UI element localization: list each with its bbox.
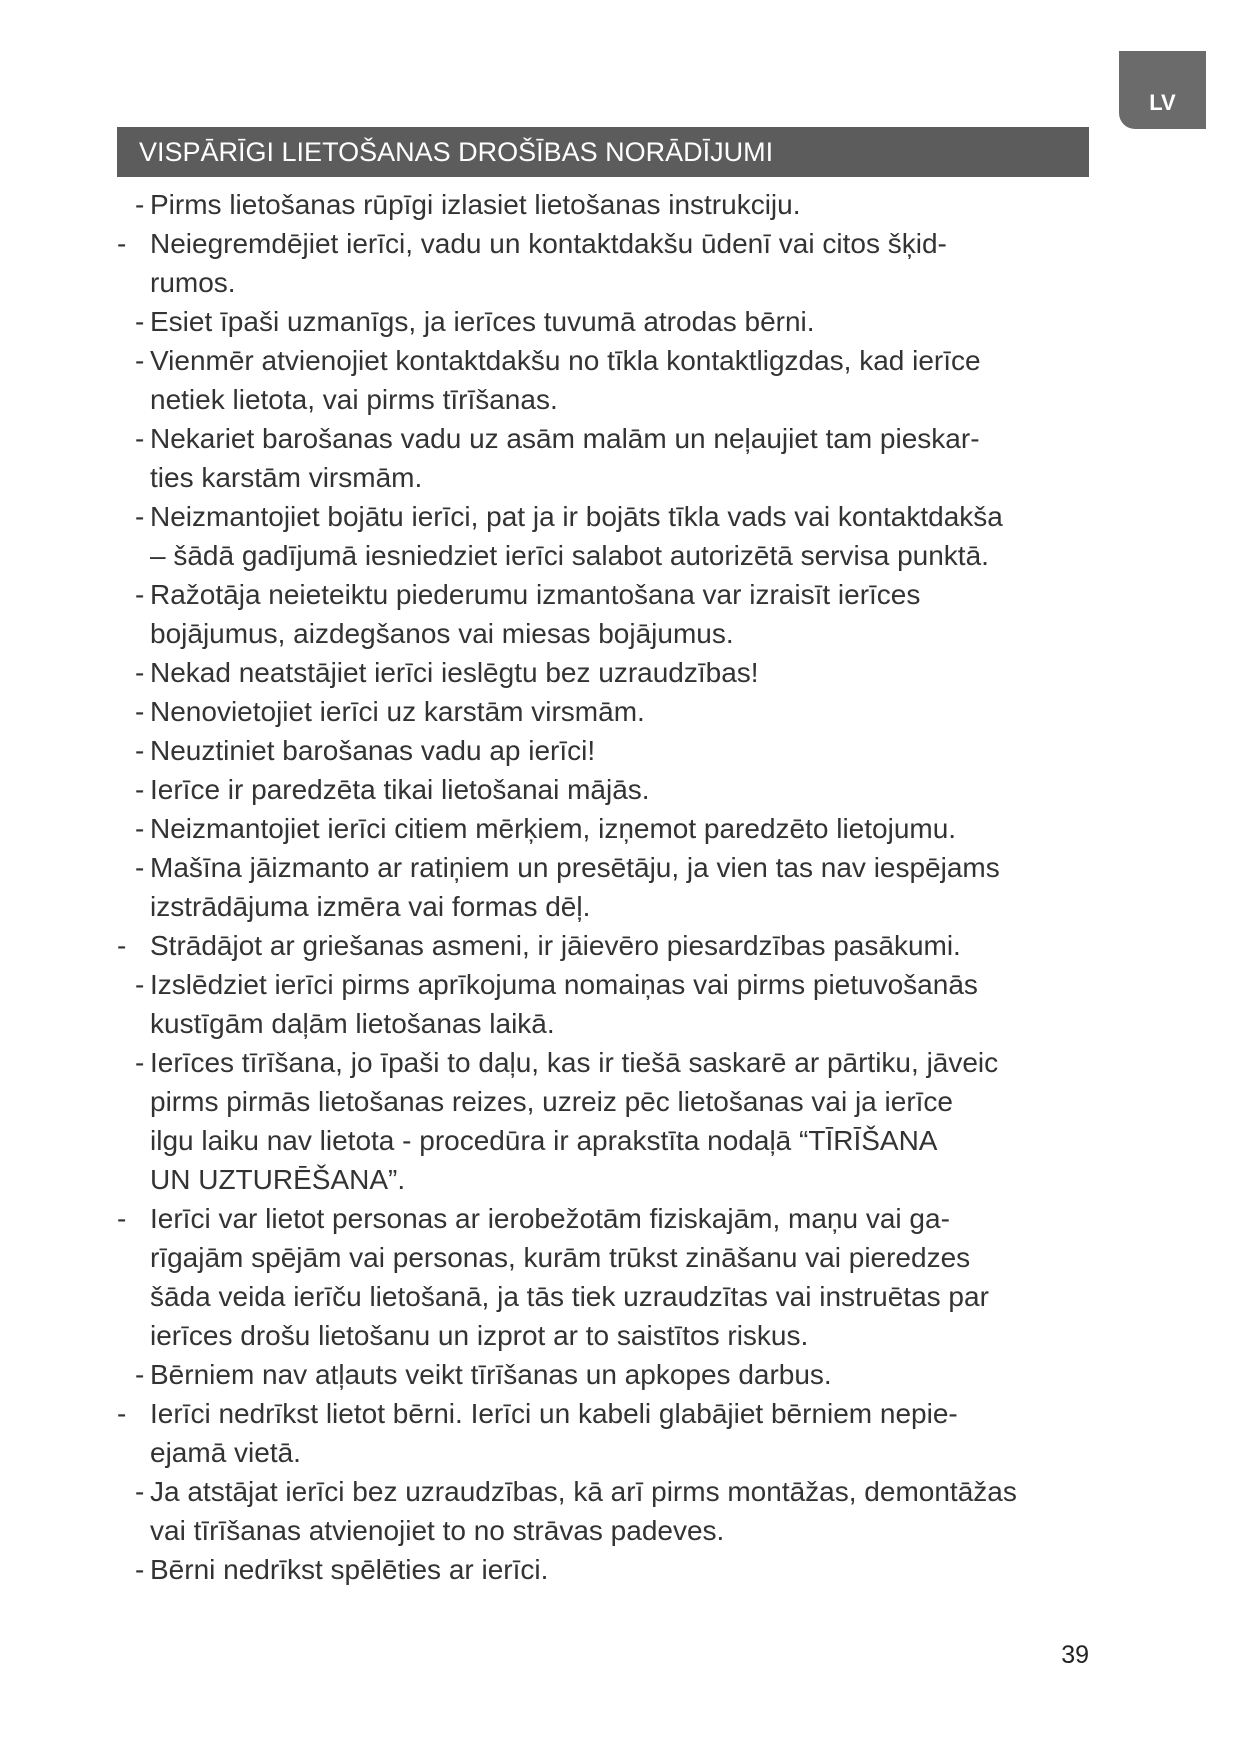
list-bullet: - — [135, 813, 145, 844]
list-item — [135, 1472, 1017, 1550]
list-bullet: - — [135, 1476, 145, 1507]
list-item-line: bojājumus, aizdegšanos vai miesas bojājumus. — [150, 618, 734, 649]
list-bullet: - — [135, 657, 145, 688]
list-item — [135, 1043, 1017, 1199]
list-item-line: UN UZTURĒŠANA”. — [150, 1164, 406, 1195]
list-item-line: pirms pirmās lietošanas reizes, uzreiz pēc lietošanas vai ja ierīce — [150, 1086, 953, 1117]
section-title: VISPĀRĪGI LIETOŠANAS DROŠĪBAS NORĀDĪJUMI — [139, 137, 774, 167]
list-item — [135, 692, 1017, 731]
list-item-line: izstrādājuma izmēra vai formas dēļ. — [150, 891, 591, 922]
list-item-line: – šādā gadījumā iesniedziet ierīci salabot autorizētā servisa punktā. — [150, 540, 989, 571]
list-item-line: Vienmēr atvienojiet kontaktdakšu no tīkla kontaktligzdas, kad ierīce — [150, 345, 981, 376]
list-item — [135, 653, 1017, 692]
list-item-line: šāda veida ierīču lietošanā, ja tās tiek uzraudzītas vai instruētas par — [150, 1281, 989, 1312]
language-tab — [1119, 51, 1206, 129]
list-bullet: - — [135, 774, 145, 805]
list-item-line: Ierīci nedrīkst lietot bērni. Ierīci un kabeli glabājiet bērniem nepie- — [150, 1398, 958, 1429]
list-bullet: - — [135, 189, 145, 220]
list-item-line: ejamā vietā. — [150, 1437, 301, 1468]
list-item — [135, 1550, 1017, 1589]
list-bullet: - — [135, 501, 145, 532]
list-item-line: Neuztiniet barošanas vadu ap ierīci! — [150, 735, 596, 766]
list-item-line: Nekad neatstājiet ierīci ieslēgtu bez uzraudzības! — [150, 657, 759, 688]
list-item-line: ilgu laiku nav lietota - procedūra ir aprakstīta nodaļā “TĪRĪŠANA — [150, 1125, 938, 1156]
list-bullet: - — [135, 579, 145, 610]
list-item — [135, 965, 1017, 1043]
list-item-line: ierīces drošu lietošanu un izprot ar to saistītos riskus. — [150, 1320, 809, 1351]
list-item — [117, 926, 1017, 965]
list-item — [135, 1355, 1017, 1394]
list-item — [135, 809, 1017, 848]
safety-instructions-list — [117, 185, 1017, 1589]
list-item-line: Ierīces tīrīšana, jo īpaši to daļu, kas ir tiešā saskarē ar pārtiku, jāveic — [150, 1047, 999, 1078]
list-item-line: Nekariet barošanas vadu uz asām malām un neļaujiet tam pieskar- — [150, 423, 980, 454]
list-item-line: Bērni nedrīkst spēlēties ar ierīci. — [150, 1554, 549, 1585]
list-bullet: - — [135, 423, 145, 454]
list-item — [135, 575, 1017, 653]
list-item — [117, 224, 1017, 302]
list-bullet: - — [135, 1554, 145, 1585]
section-heading-bar — [117, 127, 1089, 177]
list-item-line: Neizmantojiet bojātu ierīci, pat ja ir bojāts tīkla vads vai kontaktdakša — [150, 501, 1003, 532]
list-item-line: Neiegremdējiet ierīci, vadu un kontaktdakšu ūdenī vai citos šķid- — [150, 228, 947, 259]
list-item — [135, 302, 1017, 341]
list-item-line: rīgajām spējām vai personas, kurām trūkst zināšanu vai pieredzes — [150, 1242, 971, 1273]
language-tab-label: LV — [1149, 90, 1176, 115]
list-bullet: - — [117, 228, 127, 259]
list-item — [117, 1394, 1017, 1472]
list-item-line: Nenovietojiet ierīci uz karstām virsmām. — [150, 696, 645, 727]
list-bullet: - — [135, 306, 145, 337]
list-item — [135, 497, 1017, 575]
list-bullet: - — [117, 930, 127, 961]
list-item-line: Pirms lietošanas rūpīgi izlasiet lietošanas instrukciju. — [150, 189, 801, 220]
list-item-line: Neizmantojiet ierīci citiem mērķiem, izņemot paredzēto lietojumu. — [150, 813, 957, 844]
list-item — [135, 770, 1017, 809]
list-item — [135, 731, 1017, 770]
list-item-line: Ražotāja neieteiktu piederumu izmantošana var izraisīt ierīces — [150, 579, 921, 610]
list-item-line: Ierīce ir paredzēta tikai lietošanai mājās. — [150, 774, 650, 805]
list-bullet: - — [135, 696, 145, 727]
list-item-line: Strādājot ar griešanas asmeni, ir jāievēro piesardzības pasākumi. — [150, 930, 961, 961]
list-item-line: Izslēdziet ierīci pirms aprīkojuma nomaiņas vai pirms pietuvošanās — [150, 969, 978, 1000]
list-item-line: ties karstām virsmām. — [150, 462, 423, 493]
list-item-line: rumos. — [150, 267, 236, 298]
list-bullet: - — [117, 1398, 127, 1429]
list-item-line: netiek lietota, vai pirms tīrīšanas. — [150, 384, 558, 415]
list-item — [117, 1199, 1017, 1355]
list-bullet: - — [135, 969, 145, 1000]
list-bullet: - — [135, 852, 145, 883]
list-item-line: kustīgām daļām lietošanas laikā. — [150, 1008, 555, 1039]
list-bullet: - — [135, 1359, 145, 1390]
list-item-line: vai tīrīšanas atvienojiet to no strāvas padeves. — [150, 1515, 725, 1546]
page-number: 39 — [1061, 1641, 1089, 1669]
list-bullet: - — [135, 345, 145, 376]
list-item — [135, 419, 1017, 497]
list-item-line: Bērniem nav atļauts veikt tīrīšanas un apkopes darbus. — [150, 1359, 832, 1390]
list-bullet: - — [135, 1047, 145, 1078]
list-item — [135, 848, 1017, 926]
list-item-line: Ja atstājat ierīci bez uzraudzības, kā arī pirms montāžas, demontāžas — [150, 1476, 1017, 1507]
list-item-line: Ierīci var lietot personas ar ierobežotām fiziskajām, maņu vai ga- — [150, 1203, 950, 1234]
list-bullet: - — [117, 1203, 127, 1234]
list-item-line: Esiet īpaši uzmanīgs, ja ierīces tuvumā atrodas bērni. — [150, 306, 815, 337]
list-item — [135, 341, 1017, 419]
list-bullet: - — [135, 735, 145, 766]
list-item-line: Mašīna jāizmanto ar ratiņiem un presētāju, ja vien tas nav iespējams — [150, 852, 1000, 883]
list-item — [135, 185, 1017, 224]
